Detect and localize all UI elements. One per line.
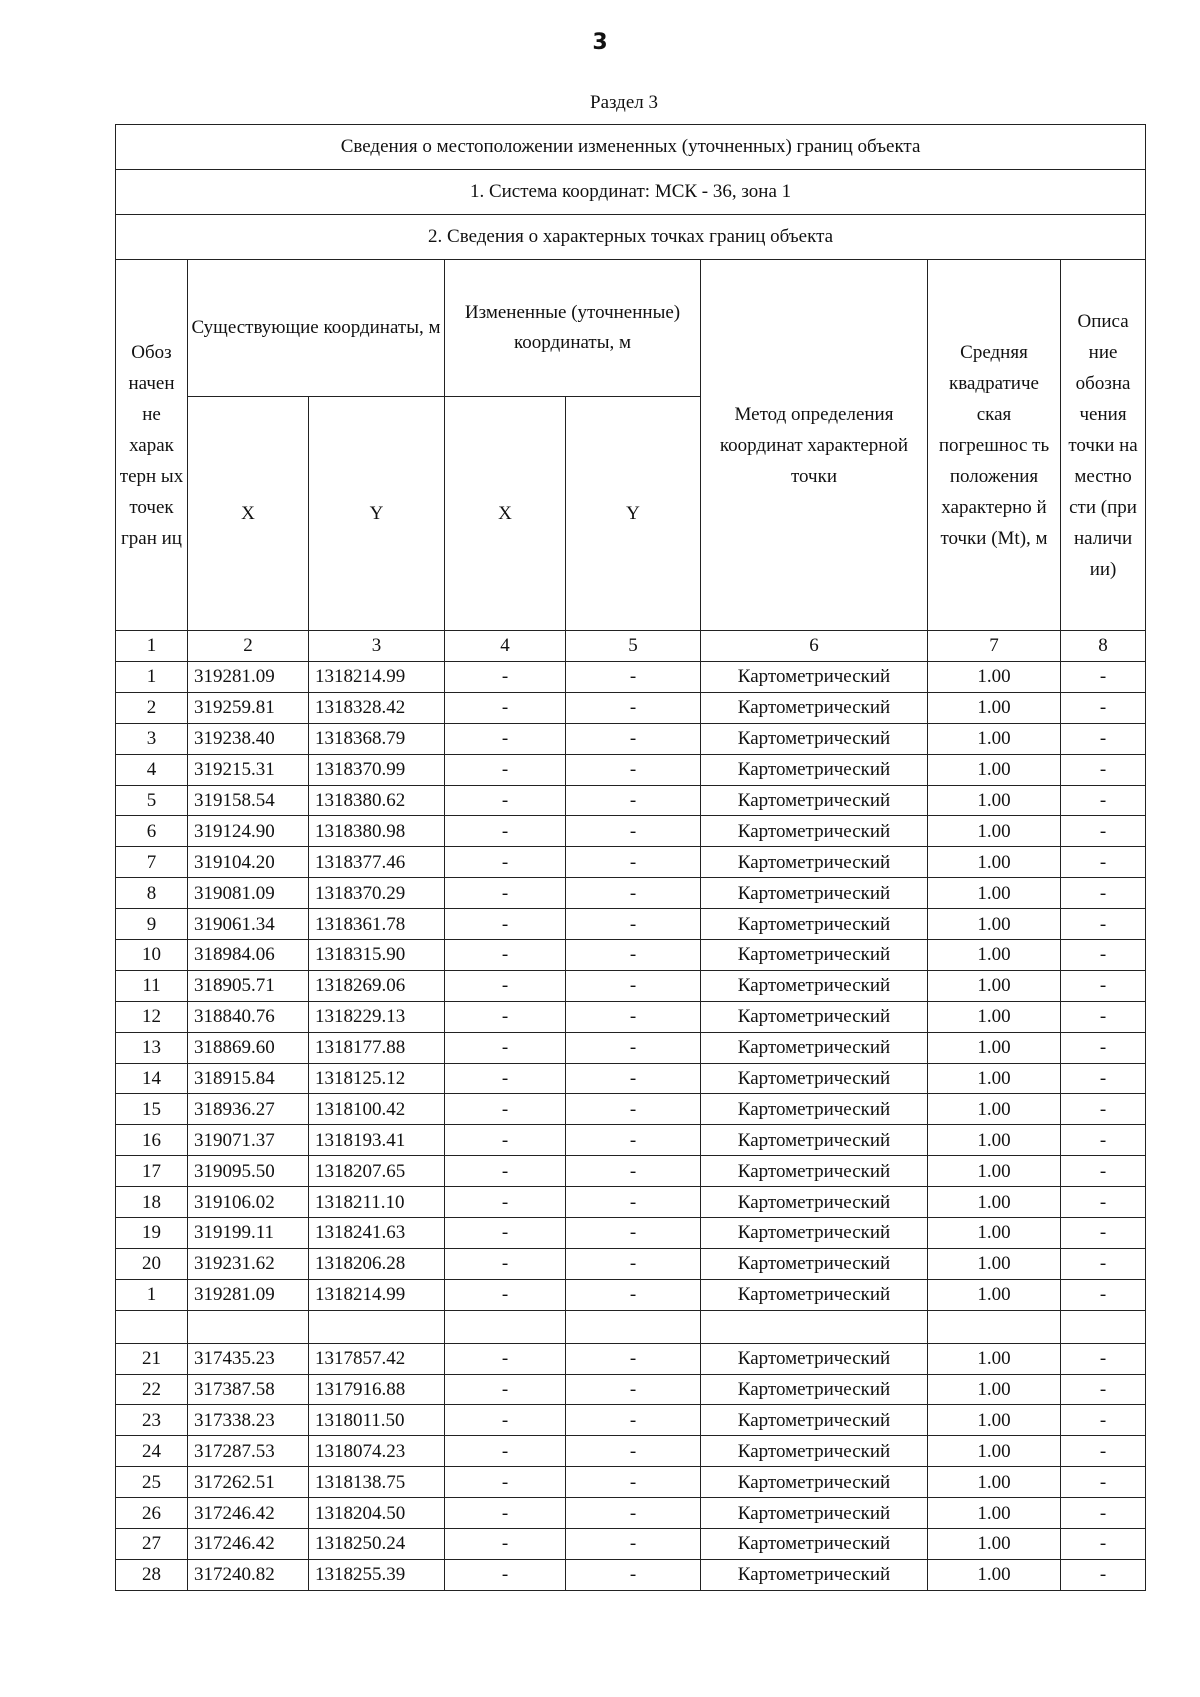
method-cell: Картометрический bbox=[701, 1436, 928, 1467]
method-cell: Картометрический bbox=[701, 1405, 928, 1436]
existing-y: 1318269.06 bbox=[309, 970, 445, 1001]
boundary-points-table bbox=[115, 124, 1146, 1591]
method-cell: Картометрический bbox=[701, 1063, 928, 1094]
method-cell: Картометрический bbox=[701, 1467, 928, 1498]
table-row bbox=[116, 1279, 1146, 1310]
description-cell: - bbox=[1061, 847, 1146, 878]
description-cell: - bbox=[1061, 785, 1146, 816]
existing-x: 317435.23 bbox=[188, 1343, 309, 1374]
changed-y: - bbox=[566, 692, 701, 723]
column-number: 2 bbox=[188, 631, 309, 662]
existing-y: 1318255.39 bbox=[309, 1559, 445, 1590]
group1-rows bbox=[116, 662, 1146, 1311]
point-number: 1 bbox=[116, 1279, 188, 1310]
table-row bbox=[116, 1529, 1146, 1560]
existing-y: 1318250.24 bbox=[309, 1529, 445, 1560]
changed-y: - bbox=[566, 1436, 701, 1467]
existing-x: 317387.58 bbox=[188, 1374, 309, 1405]
changed-x: - bbox=[445, 1187, 566, 1218]
description-cell: - bbox=[1061, 909, 1146, 940]
existing-x: 319124.90 bbox=[188, 816, 309, 847]
existing-x: 319081.09 bbox=[188, 878, 309, 909]
table-row bbox=[116, 1032, 1146, 1063]
existing-y: 1318370.29 bbox=[309, 878, 445, 909]
description-cell: - bbox=[1061, 1218, 1146, 1249]
changed-y: - bbox=[566, 754, 701, 785]
accuracy-cell: 1.00 bbox=[928, 847, 1061, 878]
description-cell: - bbox=[1061, 1094, 1146, 1125]
existing-x: 319238.40 bbox=[188, 723, 309, 754]
existing-x: 319106.02 bbox=[188, 1187, 309, 1218]
existing-x: 319199.11 bbox=[188, 1218, 309, 1249]
changed-y: - bbox=[566, 1032, 701, 1063]
existing-x: 318915.84 bbox=[188, 1063, 309, 1094]
existing-x: 317240.82 bbox=[188, 1559, 309, 1590]
table-row bbox=[116, 970, 1146, 1001]
existing-y: 1318138.75 bbox=[309, 1467, 445, 1498]
existing-x: 319061.34 bbox=[188, 909, 309, 940]
column-number: 6 bbox=[701, 631, 928, 662]
method-cell: Картометрический bbox=[701, 816, 928, 847]
description-cell: - bbox=[1061, 662, 1146, 693]
method-cell: Картометрический bbox=[701, 692, 928, 723]
existing-y: 1318377.46 bbox=[309, 847, 445, 878]
changed-x: - bbox=[445, 1156, 566, 1187]
column-number: 5 bbox=[566, 631, 701, 662]
point-number: 28 bbox=[116, 1559, 188, 1590]
accuracy-cell: 1.00 bbox=[928, 1063, 1061, 1094]
existing-y: 1318370.99 bbox=[309, 754, 445, 785]
x-changed-header: X bbox=[445, 397, 566, 631]
table-row bbox=[116, 940, 1146, 971]
description-cell: - bbox=[1061, 878, 1146, 909]
existing-x: 317338.23 bbox=[188, 1405, 309, 1436]
accuracy-cell: 1.00 bbox=[928, 816, 1061, 847]
method-header: Метод определения координат характерной точки bbox=[701, 260, 928, 631]
changed-y: - bbox=[566, 723, 701, 754]
changed-y: - bbox=[566, 662, 701, 693]
description-cell: - bbox=[1061, 1063, 1146, 1094]
changed-x: - bbox=[445, 1001, 566, 1032]
empty-cell bbox=[701, 1310, 928, 1343]
accuracy-cell: 1.00 bbox=[928, 1436, 1061, 1467]
table-row bbox=[116, 723, 1146, 754]
changed-x: - bbox=[445, 692, 566, 723]
point-number: 16 bbox=[116, 1125, 188, 1156]
method-cell: Картометрический bbox=[701, 1001, 928, 1032]
table-row bbox=[116, 816, 1146, 847]
table-row bbox=[116, 1343, 1146, 1374]
existing-y: 1318177.88 bbox=[309, 1032, 445, 1063]
points-info: 2. Сведения о характерных точках границ объекта bbox=[116, 215, 1146, 260]
table-row bbox=[116, 754, 1146, 785]
changed-x: - bbox=[445, 785, 566, 816]
existing-y: 1318206.28 bbox=[309, 1248, 445, 1279]
changed-y: - bbox=[566, 940, 701, 971]
changed-y: - bbox=[566, 1343, 701, 1374]
existing-x: 319215.31 bbox=[188, 754, 309, 785]
empty-cell bbox=[116, 1310, 188, 1343]
table-row bbox=[116, 878, 1146, 909]
table-row bbox=[116, 1498, 1146, 1529]
changed-y: - bbox=[566, 1374, 701, 1405]
existing-y: 1317857.42 bbox=[309, 1343, 445, 1374]
description-cell: - bbox=[1061, 1279, 1146, 1310]
table-row bbox=[116, 1187, 1146, 1218]
coord-system: 1. Система координат: МСК - 36, зона 1 bbox=[116, 170, 1146, 215]
changed-x: - bbox=[445, 940, 566, 971]
description-cell: - bbox=[1061, 1467, 1146, 1498]
method-cell: Картометрический bbox=[701, 1279, 928, 1310]
changed-y: - bbox=[566, 1467, 701, 1498]
point-number: 23 bbox=[116, 1405, 188, 1436]
empty-cell bbox=[309, 1310, 445, 1343]
changed-x: - bbox=[445, 847, 566, 878]
existing-x: 319281.09 bbox=[188, 1279, 309, 1310]
group2-rows bbox=[116, 1343, 1146, 1590]
point-number: 24 bbox=[116, 1436, 188, 1467]
accuracy-header: Средняя квадратиче ская погрешнос ть положения характерно й точки (Mt), м bbox=[928, 260, 1061, 631]
column-number: 7 bbox=[928, 631, 1061, 662]
point-number: 6 bbox=[116, 816, 188, 847]
accuracy-cell: 1.00 bbox=[928, 909, 1061, 940]
separator-row bbox=[116, 1310, 1146, 1343]
existing-y: 1318380.62 bbox=[309, 785, 445, 816]
method-cell: Картометрический bbox=[701, 1032, 928, 1063]
description-cell: - bbox=[1061, 1248, 1146, 1279]
method-cell: Картометрический bbox=[701, 723, 928, 754]
page-number: 3 bbox=[592, 30, 608, 55]
description-cell: - bbox=[1061, 1125, 1146, 1156]
point-number: 19 bbox=[116, 1218, 188, 1249]
accuracy-cell: 1.00 bbox=[928, 1125, 1061, 1156]
method-cell: Картометрический bbox=[701, 1156, 928, 1187]
column-number: 4 bbox=[445, 631, 566, 662]
y-existing-header: Y bbox=[309, 397, 445, 631]
changed-y: - bbox=[566, 1279, 701, 1310]
changed-x: - bbox=[445, 1405, 566, 1436]
changed-y: - bbox=[566, 816, 701, 847]
method-cell: Картометрический bbox=[701, 847, 928, 878]
existing-x: 317262.51 bbox=[188, 1467, 309, 1498]
changed-x: - bbox=[445, 723, 566, 754]
existing-x: 319231.62 bbox=[188, 1248, 309, 1279]
accuracy-cell: 1.00 bbox=[928, 1343, 1061, 1374]
point-number: 12 bbox=[116, 1001, 188, 1032]
method-cell: Картометрический bbox=[701, 1248, 928, 1279]
accuracy-cell: 1.00 bbox=[928, 1218, 1061, 1249]
column-number: 3 bbox=[309, 631, 445, 662]
point-number: 8 bbox=[116, 878, 188, 909]
empty-cell bbox=[188, 1310, 309, 1343]
changed-x: - bbox=[445, 1094, 566, 1125]
method-cell: Картометрический bbox=[701, 754, 928, 785]
existing-y: 1318211.10 bbox=[309, 1187, 445, 1218]
accuracy-cell: 1.00 bbox=[928, 754, 1061, 785]
empty-cell bbox=[928, 1310, 1061, 1343]
method-cell: Картометрический bbox=[701, 1218, 928, 1249]
table-row bbox=[116, 1436, 1146, 1467]
changed-y: - bbox=[566, 1187, 701, 1218]
description-cell: - bbox=[1061, 1001, 1146, 1032]
accuracy-cell: 1.00 bbox=[928, 1032, 1061, 1063]
changed-y: - bbox=[566, 1559, 701, 1590]
description-cell: - bbox=[1061, 940, 1146, 971]
accuracy-cell: 1.00 bbox=[928, 1498, 1061, 1529]
accuracy-cell: 1.00 bbox=[928, 1559, 1061, 1590]
existing-y: 1318074.23 bbox=[309, 1436, 445, 1467]
method-cell: Картометрический bbox=[701, 1374, 928, 1405]
changed-y: - bbox=[566, 909, 701, 940]
changed-x: - bbox=[445, 1248, 566, 1279]
point-number: 27 bbox=[116, 1529, 188, 1560]
table-row bbox=[116, 1094, 1146, 1125]
table-row bbox=[116, 692, 1146, 723]
table-row bbox=[116, 662, 1146, 693]
method-cell: Картометрический bbox=[701, 909, 928, 940]
point-number: 3 bbox=[116, 723, 188, 754]
changed-x: - bbox=[445, 1436, 566, 1467]
changed-y: - bbox=[566, 1405, 701, 1436]
point-number: 13 bbox=[116, 1032, 188, 1063]
column-numbers-row bbox=[116, 631, 1146, 662]
accuracy-cell: 1.00 bbox=[928, 1248, 1061, 1279]
method-cell: Картометрический bbox=[701, 878, 928, 909]
method-cell: Картометрический bbox=[701, 1187, 928, 1218]
accuracy-cell: 1.00 bbox=[928, 1187, 1061, 1218]
existing-y: 1318380.98 bbox=[309, 816, 445, 847]
changed-x: - bbox=[445, 1529, 566, 1560]
point-number: 17 bbox=[116, 1156, 188, 1187]
point-number: 4 bbox=[116, 754, 188, 785]
point-number: 25 bbox=[116, 1467, 188, 1498]
accuracy-cell: 1.00 bbox=[928, 1374, 1061, 1405]
existing-coords-header: Существующие координаты, м bbox=[188, 260, 445, 397]
changed-x: - bbox=[445, 1498, 566, 1529]
existing-x: 318840.76 bbox=[188, 1001, 309, 1032]
column-number: 1 bbox=[116, 631, 188, 662]
changed-x: - bbox=[445, 1063, 566, 1094]
method-cell: Картометрический bbox=[701, 785, 928, 816]
method-cell: Картометрический bbox=[701, 1498, 928, 1529]
table-row bbox=[116, 1559, 1146, 1590]
description-cell: - bbox=[1061, 970, 1146, 1001]
y-changed-header: Y bbox=[566, 397, 701, 631]
changed-x: - bbox=[445, 970, 566, 1001]
existing-x: 319259.81 bbox=[188, 692, 309, 723]
accuracy-cell: 1.00 bbox=[928, 1405, 1061, 1436]
description-cell: - bbox=[1061, 1498, 1146, 1529]
point-number: 11 bbox=[116, 970, 188, 1001]
existing-x: 319071.37 bbox=[188, 1125, 309, 1156]
description-cell: - bbox=[1061, 1343, 1146, 1374]
changed-y: - bbox=[566, 1498, 701, 1529]
point-number: 20 bbox=[116, 1248, 188, 1279]
changed-x: - bbox=[445, 1125, 566, 1156]
description-cell: - bbox=[1061, 754, 1146, 785]
description-cell: - bbox=[1061, 1374, 1146, 1405]
method-cell: Картометрический bbox=[701, 970, 928, 1001]
changed-x: - bbox=[445, 1279, 566, 1310]
table-row bbox=[116, 1156, 1146, 1187]
empty-cell bbox=[1061, 1310, 1146, 1343]
existing-y: 1318125.12 bbox=[309, 1063, 445, 1094]
changed-x: - bbox=[445, 1343, 566, 1374]
existing-y: 1318361.78 bbox=[309, 909, 445, 940]
description-cell: - bbox=[1061, 1032, 1146, 1063]
existing-y: 1318207.65 bbox=[309, 1156, 445, 1187]
changed-x: - bbox=[445, 1467, 566, 1498]
existing-y: 1318193.41 bbox=[309, 1125, 445, 1156]
point-number: 10 bbox=[116, 940, 188, 971]
existing-x: 317246.42 bbox=[188, 1498, 309, 1529]
changed-x: - bbox=[445, 878, 566, 909]
existing-y: 1318011.50 bbox=[309, 1405, 445, 1436]
changed-y: - bbox=[566, 1218, 701, 1249]
table-row bbox=[116, 847, 1146, 878]
changed-x: - bbox=[445, 1032, 566, 1063]
point-number: 1 bbox=[116, 662, 188, 693]
changed-y: - bbox=[566, 1156, 701, 1187]
changed-y: - bbox=[566, 1248, 701, 1279]
description-cell: - bbox=[1061, 1559, 1146, 1590]
accuracy-cell: 1.00 bbox=[928, 1001, 1061, 1032]
method-cell: Картометрический bbox=[701, 1094, 928, 1125]
table-row bbox=[116, 785, 1146, 816]
table-row bbox=[116, 1218, 1146, 1249]
changed-x: - bbox=[445, 1559, 566, 1590]
table-row bbox=[116, 1467, 1146, 1498]
existing-y: 1318204.50 bbox=[309, 1498, 445, 1529]
existing-y: 1318315.90 bbox=[309, 940, 445, 971]
point-number: 14 bbox=[116, 1063, 188, 1094]
existing-x: 318905.71 bbox=[188, 970, 309, 1001]
changed-x: - bbox=[445, 662, 566, 693]
changed-y: - bbox=[566, 1529, 701, 1560]
existing-x: 319158.54 bbox=[188, 785, 309, 816]
table-row bbox=[116, 1063, 1146, 1094]
point-number: 22 bbox=[116, 1374, 188, 1405]
point-number: 18 bbox=[116, 1187, 188, 1218]
changed-x: - bbox=[445, 754, 566, 785]
section-label: Раздел 3 bbox=[590, 92, 658, 113]
changed-x: - bbox=[445, 1374, 566, 1405]
description-cell: - bbox=[1061, 692, 1146, 723]
changed-x: - bbox=[445, 1218, 566, 1249]
empty-cell bbox=[566, 1310, 701, 1343]
table-row bbox=[116, 909, 1146, 940]
table-row bbox=[116, 1405, 1146, 1436]
accuracy-cell: 1.00 bbox=[928, 692, 1061, 723]
description-cell: - bbox=[1061, 1436, 1146, 1467]
existing-y: 1317916.88 bbox=[309, 1374, 445, 1405]
changed-x: - bbox=[445, 909, 566, 940]
accuracy-cell: 1.00 bbox=[928, 1529, 1061, 1560]
accuracy-cell: 1.00 bbox=[928, 1467, 1061, 1498]
existing-y: 1318214.99 bbox=[309, 662, 445, 693]
changed-y: - bbox=[566, 847, 701, 878]
table-row bbox=[116, 1001, 1146, 1032]
table-row bbox=[116, 1125, 1146, 1156]
description-cell: - bbox=[1061, 723, 1146, 754]
accuracy-cell: 1.00 bbox=[928, 940, 1061, 971]
existing-y: 1318100.42 bbox=[309, 1094, 445, 1125]
method-cell: Картометрический bbox=[701, 662, 928, 693]
existing-x: 317246.42 bbox=[188, 1529, 309, 1560]
description-cell: - bbox=[1061, 816, 1146, 847]
accuracy-cell: 1.00 bbox=[928, 1279, 1061, 1310]
accuracy-cell: 1.00 bbox=[928, 723, 1061, 754]
description-cell: - bbox=[1061, 1187, 1146, 1218]
changed-y: - bbox=[566, 970, 701, 1001]
accuracy-cell: 1.00 bbox=[928, 785, 1061, 816]
accuracy-cell: 1.00 bbox=[928, 878, 1061, 909]
point-number: 9 bbox=[116, 909, 188, 940]
point-number: 21 bbox=[116, 1343, 188, 1374]
empty-cell bbox=[445, 1310, 566, 1343]
changed-y: - bbox=[566, 1094, 701, 1125]
changed-y: - bbox=[566, 1001, 701, 1032]
point-number: 7 bbox=[116, 847, 188, 878]
description-cell: - bbox=[1061, 1529, 1146, 1560]
existing-x: 318869.60 bbox=[188, 1032, 309, 1063]
point-number: 5 bbox=[116, 785, 188, 816]
existing-y: 1318229.13 bbox=[309, 1001, 445, 1032]
existing-y: 1318328.42 bbox=[309, 692, 445, 723]
existing-x: 318984.06 bbox=[188, 940, 309, 971]
x-existing-header: X bbox=[188, 397, 309, 631]
existing-x: 319095.50 bbox=[188, 1156, 309, 1187]
changed-y: - bbox=[566, 785, 701, 816]
accuracy-cell: 1.00 bbox=[928, 662, 1061, 693]
designation-header: Обоз начен не харак терн ых точек гран иц bbox=[116, 260, 188, 631]
description-cell: - bbox=[1061, 1156, 1146, 1187]
method-cell: Картометрический bbox=[701, 940, 928, 971]
existing-y: 1318214.99 bbox=[309, 1279, 445, 1310]
accuracy-cell: 1.00 bbox=[928, 970, 1061, 1001]
description-header: Описа ние обозна чения точки на местно сти (при наличи ии) bbox=[1061, 260, 1146, 631]
changed-coords-header: Измененные (уточненные) координаты, м bbox=[445, 260, 701, 397]
changed-y: - bbox=[566, 1063, 701, 1094]
method-cell: Картометрический bbox=[701, 1559, 928, 1590]
point-number: 15 bbox=[116, 1094, 188, 1125]
method-cell: Картометрический bbox=[701, 1125, 928, 1156]
existing-y: 1318241.63 bbox=[309, 1218, 445, 1249]
existing-x: 319281.09 bbox=[188, 662, 309, 693]
changed-y: - bbox=[566, 1125, 701, 1156]
description-cell: - bbox=[1061, 1405, 1146, 1436]
method-cell: Картометрический bbox=[701, 1343, 928, 1374]
column-number: 8 bbox=[1061, 631, 1146, 662]
existing-x: 318936.27 bbox=[188, 1094, 309, 1125]
changed-x: - bbox=[445, 816, 566, 847]
accuracy-cell: 1.00 bbox=[928, 1094, 1061, 1125]
table-title: Сведения о местоположении измененных (уточненных) границ объекта bbox=[116, 125, 1146, 170]
method-cell: Картометрический bbox=[701, 1529, 928, 1560]
existing-x: 319104.20 bbox=[188, 847, 309, 878]
table-row bbox=[116, 1248, 1146, 1279]
table-row bbox=[116, 1374, 1146, 1405]
existing-y: 1318368.79 bbox=[309, 723, 445, 754]
existing-x: 317287.53 bbox=[188, 1436, 309, 1467]
point-number: 26 bbox=[116, 1498, 188, 1529]
point-number: 2 bbox=[116, 692, 188, 723]
accuracy-cell: 1.00 bbox=[928, 1156, 1061, 1187]
changed-y: - bbox=[566, 878, 701, 909]
